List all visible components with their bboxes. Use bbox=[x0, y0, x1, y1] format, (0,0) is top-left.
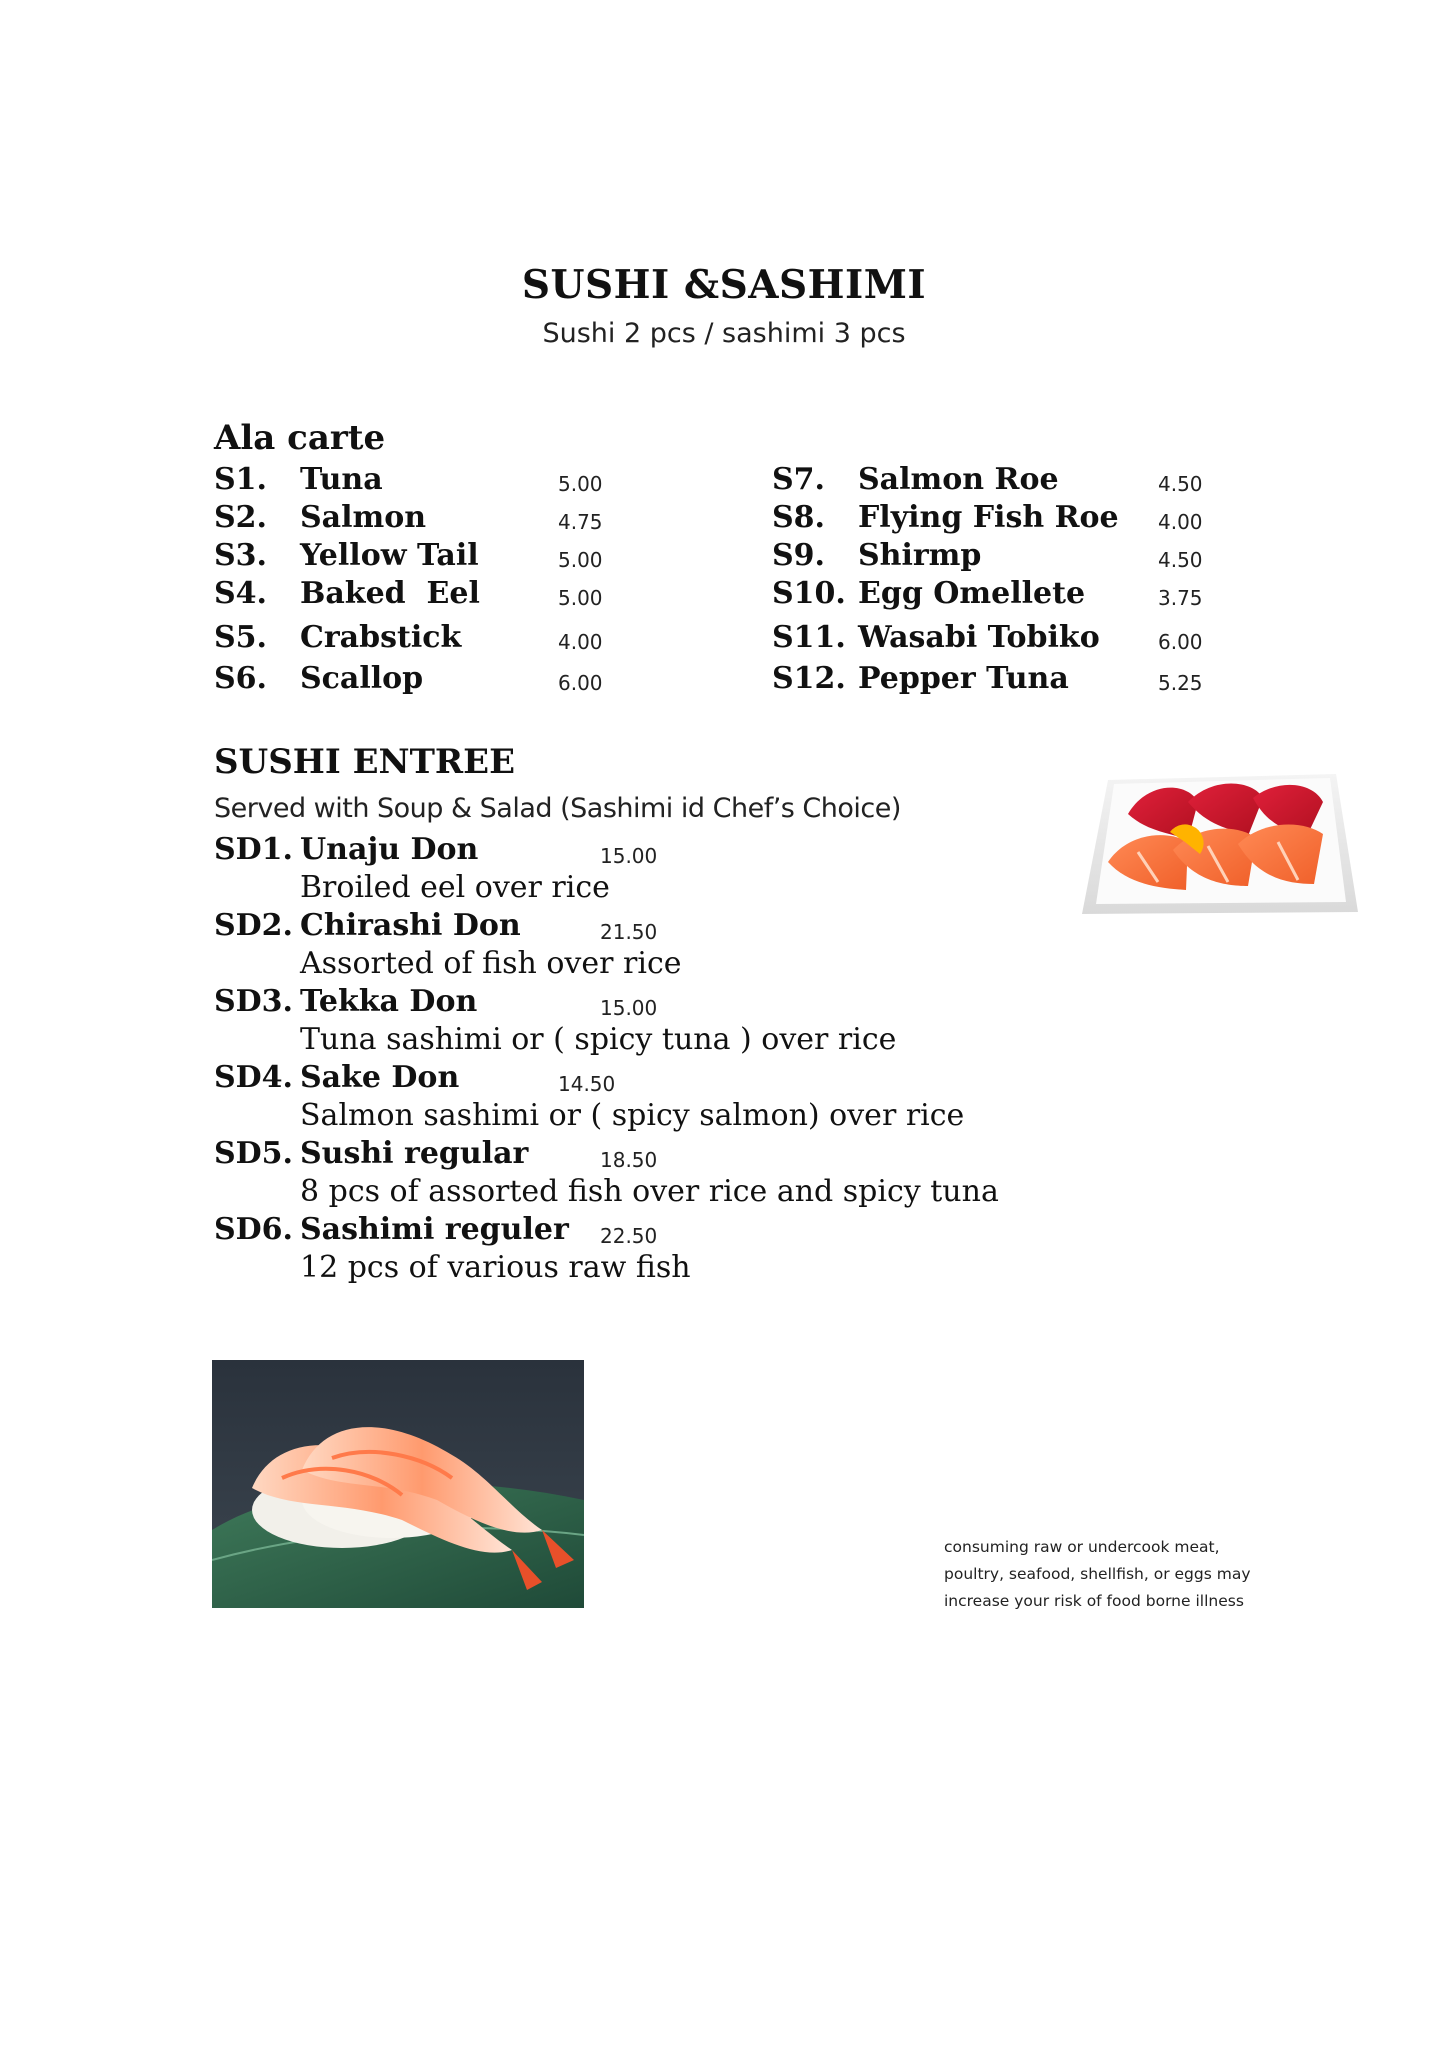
item-name: Chirashi Don bbox=[300, 908, 521, 943]
warning-line: poultry, seafood, shellfish, or eggs may bbox=[944, 1565, 1251, 1583]
item-description: Assorted of fish over rice bbox=[300, 946, 682, 981]
item-price: 6.00 bbox=[558, 671, 603, 695]
item-code: S6. bbox=[214, 661, 267, 696]
item-name: Shirmp bbox=[858, 538, 982, 573]
item-code: SD5. bbox=[214, 1136, 293, 1171]
item-name: Crabstick bbox=[300, 620, 462, 655]
warning-line: consuming raw or undercook meat, bbox=[944, 1538, 1220, 1556]
item-description: 8 pcs of assorted fish over rice and spicy tuna bbox=[300, 1174, 999, 1209]
shrimp-nigiri-image bbox=[212, 1360, 584, 1608]
item-name: Flying Fish Roe bbox=[858, 500, 1119, 535]
item-price: 5.25 bbox=[1158, 671, 1203, 695]
item-name: Tuna bbox=[300, 462, 383, 497]
item-name: Tekka Don bbox=[300, 984, 478, 1019]
item-code: S11. bbox=[772, 620, 846, 655]
item-price: 3.75 bbox=[1158, 586, 1203, 610]
item-price: 4.50 bbox=[1158, 472, 1203, 496]
item-price: 21.50 bbox=[600, 920, 658, 944]
item-code: S2. bbox=[214, 500, 267, 535]
item-price: 4.00 bbox=[1158, 510, 1203, 534]
item-code: S8. bbox=[772, 500, 825, 535]
item-name: Salmon bbox=[300, 500, 427, 535]
item-price: 15.00 bbox=[600, 996, 658, 1020]
food-safety-warning bbox=[944, 1534, 1251, 1615]
item-name: Sake Don bbox=[300, 1060, 460, 1095]
item-name: Baked Eel bbox=[300, 576, 480, 611]
item-description: 12 pcs of various raw fish bbox=[300, 1250, 691, 1285]
item-name: Sashimi reguler bbox=[300, 1212, 569, 1247]
item-code: S1. bbox=[214, 462, 267, 497]
item-description: Salmon sashimi or ( spicy salmon) over rice bbox=[300, 1098, 965, 1133]
item-code: S4. bbox=[214, 576, 267, 611]
item-price: 18.50 bbox=[600, 1148, 658, 1172]
item-price: 4.75 bbox=[558, 510, 603, 534]
item-description: Broiled eel over rice bbox=[300, 870, 610, 905]
item-name: Scallop bbox=[300, 661, 424, 696]
sashimi-plate-illustration bbox=[1078, 762, 1360, 922]
item-code: SD6. bbox=[214, 1212, 293, 1247]
item-price: 5.00 bbox=[558, 586, 603, 610]
item-description: Tuna sashimi or ( spicy tuna ) over rice bbox=[300, 1022, 897, 1057]
item-price: 4.00 bbox=[558, 630, 603, 654]
warning-line: increase your risk of food borne illness bbox=[944, 1592, 1244, 1610]
item-code: SD4. bbox=[214, 1060, 293, 1095]
item-code: S5. bbox=[214, 620, 267, 655]
item-code: S9. bbox=[772, 538, 825, 573]
item-price: 5.00 bbox=[558, 472, 603, 496]
item-name: Egg Omellete bbox=[858, 576, 1086, 611]
item-price: 5.00 bbox=[558, 548, 603, 572]
menu-subtitle: Sushi 2 pcs / sashimi 3 pcs bbox=[542, 318, 906, 349]
item-name: Unaju Don bbox=[300, 832, 479, 867]
item-name: Pepper Tuna bbox=[858, 661, 1069, 696]
sashimi-plate-image bbox=[1078, 762, 1360, 922]
item-code: SD1. bbox=[214, 832, 293, 867]
menu-title: SUSHI &SASHIMI bbox=[521, 262, 927, 308]
item-price: 15.00 bbox=[600, 844, 658, 868]
item-price: 4.50 bbox=[1158, 548, 1203, 572]
item-name: Sushi regular bbox=[300, 1136, 529, 1171]
item-code: S10. bbox=[772, 576, 846, 611]
item-code: S12. bbox=[772, 661, 846, 696]
sushi-entree-heading: SUSHI ENTREE bbox=[214, 742, 516, 782]
item-name: Yellow Tail bbox=[300, 538, 479, 573]
item-code: S7. bbox=[772, 462, 825, 497]
item-price: 6.00 bbox=[1158, 630, 1203, 654]
item-price: 14.50 bbox=[558, 1072, 616, 1096]
item-name: Salmon Roe bbox=[858, 462, 1059, 497]
shrimp-nigiri-illustration bbox=[212, 1360, 584, 1608]
item-code: SD3. bbox=[214, 984, 293, 1019]
item-price: 22.50 bbox=[600, 1224, 658, 1248]
item-code: S3. bbox=[214, 538, 267, 573]
entree-note: Served with Soup & Salad (Sashimi id Chef’s Choice) bbox=[214, 793, 901, 824]
ala-carte-heading: Ala carte bbox=[214, 418, 386, 458]
item-name: Wasabi Tobiko bbox=[858, 620, 1100, 655]
item-code: SD2. bbox=[214, 908, 293, 943]
